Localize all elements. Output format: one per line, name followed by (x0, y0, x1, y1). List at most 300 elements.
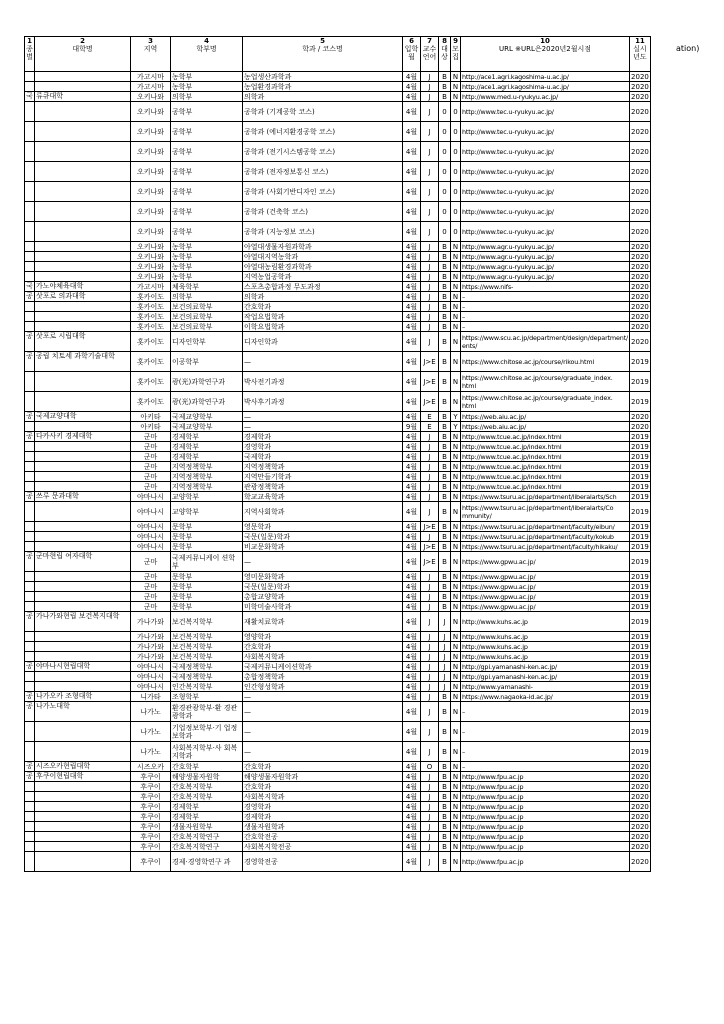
language-cell: J (421, 692, 439, 702)
department-cell: 사회복지학과 (243, 652, 403, 662)
table-row (25, 422, 651, 432)
faculty-cell: 보건의료학부 (171, 302, 243, 312)
year-cell: 2019 (630, 702, 651, 722)
url-cell[interactable]: https://www.tsuru.ac.jp/department/faculty/hikaku/ (461, 542, 630, 552)
region-cell: 후쿠이 (131, 792, 171, 802)
region-cell: 야마나시 (131, 502, 171, 522)
target-cell: B (439, 472, 451, 482)
target-cell: B (439, 522, 451, 532)
url-cell[interactable]: http://www.fpu.ac.jp (461, 832, 630, 842)
url-cell[interactable]: http://www.fpu.ac.jp (461, 802, 630, 812)
year-cell: 2019 (631, 632, 649, 641)
region-cell: 야마나시 (131, 682, 171, 692)
url-cell[interactable]: http://www.kuhs.ac.jp (461, 642, 630, 652)
language-cell: J (421, 482, 439, 492)
url-cell[interactable]: http://gpi.yamanashi-ken.ac.jp/ (461, 662, 630, 672)
faculty-cell: 경제학부 (171, 442, 243, 452)
intake-month-cell: 4월 (403, 482, 421, 492)
intake-month-cell: 4월 (403, 492, 421, 502)
university-cell (35, 452, 131, 462)
recruit-cell: N (451, 472, 461, 482)
column-header-2 (35, 37, 131, 72)
region-cell: 후쿠이 (131, 852, 171, 872)
language-cell: J (421, 742, 439, 762)
column-header-4 (171, 37, 243, 72)
region-cell: 니가타 (131, 692, 171, 702)
region-cell: 홋카이도 (131, 292, 171, 302)
language-cell: J (421, 492, 439, 502)
region-cell: 군마 (131, 602, 171, 612)
faculty-cell: 문학부 (171, 602, 243, 612)
type-cell (25, 852, 35, 872)
target-cell: 0 (439, 162, 451, 182)
intake-month-cell: 4월 (403, 662, 421, 672)
column-number: 7 (427, 37, 432, 45)
language-cell: J (421, 82, 439, 92)
faculty-cell: 보건의료학부 (171, 312, 243, 322)
university-cell: 공립 치토세 과학기술대학 (35, 352, 131, 372)
department-cell: 간호학과 (243, 642, 403, 652)
table-row (25, 642, 651, 652)
column-number: 5 (320, 37, 325, 45)
year-cell: 2019 (631, 522, 649, 531)
type-cell (25, 252, 35, 262)
region-cell: 군마 (131, 452, 171, 462)
region-cell: 군마 (131, 472, 171, 482)
url-cell[interactable]: https://www.tsuru.ac.jp/department/liberalarts/Co mmunity/ (461, 502, 630, 522)
target-cell: J (439, 682, 451, 692)
region-cell: 오키나와 (131, 242, 171, 252)
language-cell: J (421, 282, 439, 292)
university-cell: 다카사키 경제대학 (35, 432, 131, 442)
faculty-cell: 국제커뮤니케이 션학부 (171, 552, 243, 572)
table-row (25, 812, 651, 822)
url-cell[interactable]: http://www.tec.u-ryukyu.ac.jp/ (461, 102, 630, 122)
university-cell: 야마나시현립대학 (35, 662, 131, 672)
recruit-cell: N (451, 762, 461, 772)
url-cell[interactable]: https://www.gpwu.ac.jp/ (461, 552, 630, 572)
url-cell[interactable]: http://www.agr.u-ryukyu.ac.jp/ (461, 242, 630, 252)
url-cell[interactable]: http://ace1.agri.kagoshima-u.ac.jp/ (461, 72, 630, 82)
faculty-cell: 간호복지학부 (171, 782, 243, 792)
column-header-6 (403, 37, 421, 72)
faculty-cell: 국제정책학부 (171, 662, 243, 672)
university-cell: 시즈오카현립대학 (35, 762, 131, 772)
target-cell: B (439, 782, 451, 792)
type-cell (25, 672, 35, 682)
type-cell (25, 272, 35, 282)
recruit-cell: N (451, 282, 461, 292)
target-cell: B (439, 852, 451, 872)
url-cell[interactable]: http://www.fpu.ac.jp (461, 852, 630, 872)
university-cell (35, 242, 131, 252)
department-cell: 국문(일문)학과 (243, 532, 403, 542)
faculty-cell: 의학부 (171, 92, 243, 102)
recruit-cell: 0 (451, 142, 461, 162)
department-cell: — (243, 422, 403, 432)
university-cell (35, 792, 131, 802)
university-cell (35, 852, 131, 872)
table-row (25, 452, 651, 462)
url-cell[interactable]: http://www.tcue.ac.jp/index.html (461, 442, 630, 452)
url-cell[interactable]: https://www.gpwu.ac.jp/ (461, 602, 630, 612)
department-cell: — (243, 352, 403, 372)
url-cell[interactable]: http://gpi.yamanashi-ken.ac.jp/ (461, 672, 630, 682)
year-cell: 2019 (631, 492, 649, 501)
region-cell: 홋카이도 (131, 312, 171, 322)
column-label: 학과 / 코스명 (302, 45, 343, 53)
language-cell: J (421, 452, 439, 462)
year-cell: 2020 (631, 282, 649, 291)
year-cell: 2020 (631, 322, 649, 331)
target-cell: B (439, 592, 451, 602)
column-label: 지역 (143, 45, 158, 53)
type-cell (25, 442, 35, 452)
department-cell: 관광정책학과 (243, 482, 403, 492)
target-cell: B (439, 842, 451, 852)
column-header-8 (439, 37, 451, 72)
department-cell: 인간형성학과 (243, 682, 403, 692)
type-cell (25, 542, 35, 552)
type-cell: 공 (26, 412, 33, 420)
recruit-cell: N (451, 822, 461, 832)
recruit-cell: N (451, 272, 461, 282)
university-cell (35, 162, 131, 182)
url-cell[interactable]: http://www.agr.u-ryukyu.ac.jp/ (461, 272, 630, 282)
url-cell[interactable]: http://www.kuhs.ac.jp (461, 632, 630, 642)
type-cell (25, 592, 35, 602)
department-cell: 지역만들기학과 (243, 472, 403, 482)
table-row (25, 552, 651, 572)
region-cell: 홋카이도 (131, 322, 171, 332)
type-cell (25, 462, 35, 472)
language-cell: J (421, 662, 439, 672)
language-cell: J>E (421, 392, 439, 412)
recruit-cell: N (451, 452, 461, 462)
intake-month-cell: 4월 (403, 782, 421, 792)
region-cell: 후쿠이 (131, 772, 171, 782)
region-cell: 오키나와 (131, 122, 171, 142)
table-row (25, 312, 651, 322)
recruit-cell: N (451, 602, 461, 612)
department-cell: 이학요법학과 (243, 322, 403, 332)
table-row (25, 102, 651, 122)
column-number: 9 (453, 37, 458, 45)
url-cell[interactable]: https://web.aiu.ac.jp/ (461, 412, 630, 422)
university-cell (35, 742, 131, 762)
table-row (25, 82, 651, 92)
url-cell[interactable]: http://www.tcue.ac.jp/index.html (461, 472, 630, 482)
type-cell (25, 832, 35, 842)
faculty-cell: 지역정책학부 (171, 462, 243, 472)
url-cell[interactable]: https://www.gpwu.ac.jp/ (461, 582, 630, 592)
intake-month-cell: 4월 (403, 432, 421, 442)
type-cell (25, 522, 35, 532)
target-cell: 0 (439, 122, 451, 142)
region-cell: 가나가와 (131, 612, 171, 632)
year-cell: 2020 (631, 812, 649, 821)
type-cell (25, 792, 35, 802)
department-cell: 경영학전공 (243, 852, 403, 872)
recruit-cell: N (451, 642, 461, 652)
target-cell: B (439, 322, 451, 332)
university-program-table (24, 36, 651, 872)
faculty-cell: 사회복지학부·사 회복지학과 (171, 742, 243, 762)
faculty-cell: 국제교양학부 (171, 412, 243, 422)
recruit-cell: N (451, 252, 461, 262)
target-cell: B (439, 792, 451, 802)
url-cell[interactable]: http://www.yamanashi- (461, 682, 630, 692)
year-cell: 2020 (631, 802, 649, 811)
table-row (25, 412, 651, 422)
url-cell[interactable]: https://www.chitose.ac.jp/course/rikou.html (461, 352, 630, 372)
language-cell: J (421, 162, 439, 182)
url-cell[interactable]: https://www.chitose.ac.jp/course/graduate_index. html (461, 372, 630, 392)
target-cell: 0 (439, 102, 451, 122)
department-cell: 공학과 (기계공학 코스) (243, 102, 403, 122)
url-cell[interactable]: https://www.gpwu.ac.jp/ (461, 592, 630, 602)
year-cell: 2020 (630, 852, 651, 872)
year-cell: 2020 (630, 182, 651, 202)
language-cell: J (421, 182, 439, 202)
year-cell: 2019 (631, 682, 649, 691)
university-cell (35, 682, 131, 692)
url-cell[interactable]: http://www.kuhs.ac.jp (461, 652, 630, 662)
url-cell[interactable]: http://www.fpu.ac.jp (461, 842, 630, 852)
intake-month-cell: 4월 (403, 102, 421, 122)
recruit-cell: N (451, 662, 461, 672)
url-cell[interactable]: https://www.tsuru.ac.jp/department/liberalarts/Sch (461, 492, 630, 502)
department-cell: 간호학과 (243, 762, 403, 772)
url-cell[interactable]: http://www.kuhs.ac.jp (461, 612, 630, 632)
language-cell: J (421, 632, 439, 642)
faculty-cell: 보건복지학부 (171, 632, 243, 642)
url-cell[interactable]: http://www.fpu.ac.jp (461, 772, 630, 782)
intake-month-cell: 4월 (403, 672, 421, 682)
type-cell (25, 822, 35, 832)
table-row (25, 782, 651, 792)
url-cell[interactable]: https://web.aiu.ac.jp/ (461, 422, 630, 432)
language-cell: J (421, 432, 439, 442)
table-row (25, 772, 651, 782)
url-cell[interactable]: https://www.scu.ac.jp/department/design/department/ ents/ (462, 333, 629, 350)
university-cell (35, 72, 131, 82)
url-cell: – (461, 762, 630, 772)
university-cell: 류큐대학 (35, 92, 131, 102)
url-cell[interactable]: http://www.fpu.ac.jp (461, 782, 630, 792)
type-cell (25, 682, 35, 692)
column-number: 11 (635, 37, 645, 45)
language-cell: J (421, 782, 439, 792)
target-cell: B (439, 412, 451, 422)
year-cell: 2019 (631, 592, 649, 601)
faculty-cell: 공학부 (171, 222, 243, 242)
year-cell: 2019 (630, 742, 651, 762)
department-cell: — (243, 412, 403, 422)
url-cell[interactable]: https://www.nifs- (461, 282, 630, 292)
table-row (25, 242, 651, 252)
university-cell (35, 222, 131, 242)
department-cell: — (243, 722, 403, 742)
year-cell: 2020 (630, 162, 651, 182)
year-cell: 2020 (631, 92, 649, 101)
target-cell: B (439, 552, 451, 572)
intake-month-cell: 4월 (403, 722, 421, 742)
year-cell: 2019 (631, 602, 649, 611)
url-cell[interactable]: http://www.agr.u-ryukyu.ac.jp/ (461, 262, 630, 272)
language-cell: J (421, 142, 439, 162)
region-cell: 오키나와 (131, 102, 171, 122)
recruit-cell: N (451, 592, 461, 602)
column-number: 4 (204, 37, 209, 45)
table-row (25, 502, 651, 522)
intake-month-cell: 4월 (403, 682, 421, 692)
year-cell: 2020 (631, 272, 649, 281)
url-cell[interactable]: https://www.tsuru.ac.jp/department/faculty/eibun/ (461, 522, 630, 532)
region-cell: 후쿠이 (131, 812, 171, 822)
type-cell (25, 72, 35, 82)
language-cell: J (421, 202, 439, 222)
url-cell[interactable]: http://www.tec.u-ryukyu.ac.jp/ (461, 202, 630, 222)
column-number: 6 (409, 37, 414, 45)
url-cell[interactable]: http://www.tcue.ac.jp/index.html (461, 462, 630, 472)
target-cell: B (439, 492, 451, 502)
intake-month-cell: 4월 (403, 842, 421, 852)
type-cell (25, 372, 35, 392)
region-cell: 나가노 (131, 722, 171, 742)
table-row (25, 632, 651, 642)
department-cell: 영문학과 (243, 522, 403, 532)
url-cell: – (461, 322, 630, 332)
department-cell: 국제커뮤니케이션학과 (243, 662, 403, 672)
url-cell[interactable]: http://www.tec.u-ryukyu.ac.jp/ (461, 122, 630, 142)
region-cell: 군마 (131, 592, 171, 602)
intake-month-cell: 4월 (403, 182, 421, 202)
recruit-cell: N (451, 82, 461, 92)
type-cell (25, 572, 35, 582)
type-cell (25, 802, 35, 812)
intake-month-cell: 4월 (403, 822, 421, 832)
url-cell[interactable]: http://www.fpu.ac.jp (461, 792, 630, 802)
url-cell[interactable]: http://www.tcue.ac.jp/index.html (461, 482, 630, 492)
intake-month-cell: 4월 (403, 772, 421, 782)
faculty-cell: 문학부 (171, 542, 243, 552)
column-number: 2 (80, 37, 85, 45)
region-cell: 가나가와 (131, 632, 171, 642)
table-row (25, 442, 651, 452)
url-cell[interactable]: http://www.fpu.ac.jp (461, 812, 630, 822)
department-cell: 경영학과 (243, 802, 403, 812)
url-cell[interactable]: http://www.tec.u-ryukyu.ac.jp/ (461, 142, 630, 162)
language-cell: J (421, 792, 439, 802)
language-cell: J (421, 272, 439, 282)
type-cell (25, 182, 35, 202)
region-cell: 군마 (131, 482, 171, 492)
target-cell: J (439, 632, 451, 642)
department-cell: 경영학과 (243, 442, 403, 452)
type-cell: 공 (25, 552, 35, 572)
university-cell (35, 102, 131, 122)
year-cell: 2020 (631, 412, 649, 421)
university-cell (35, 832, 131, 842)
table-row (25, 92, 651, 102)
url-cell[interactable]: http://www.tcue.ac.jp/index.html (461, 432, 630, 442)
target-cell: B (439, 252, 451, 262)
department-cell: 경제학과 (243, 432, 403, 442)
target-cell: 0 (439, 142, 451, 162)
region-cell: 군마 (131, 582, 171, 592)
year-cell: 2020 (630, 202, 651, 222)
department-cell: 간호학과 (243, 782, 403, 792)
department-cell: 생물자원학과 (243, 822, 403, 832)
department-cell: 농업환경과학과 (243, 82, 403, 92)
url-cell[interactable]: https://www.nagaoka-id.ac.jp/ (461, 692, 630, 702)
region-cell: 야마나시 (131, 522, 171, 532)
intake-month-cell: 4월 (403, 352, 421, 372)
language-cell: J (421, 572, 439, 582)
url-cell[interactable]: https://www.tsuru.ac.jp/department/faculty/kokub (461, 532, 630, 542)
target-cell: 0 (439, 222, 451, 242)
faculty-cell: 문학부 (171, 582, 243, 592)
table-row (25, 702, 651, 722)
url-cell[interactable]: http://www.tcue.ac.jp/index.html (461, 452, 630, 462)
url-cell[interactable]: http://www.tec.u-ryukyu.ac.jp/ (461, 182, 630, 202)
intake-month-cell: 4월 (403, 632, 421, 642)
region-cell: 군마 (131, 442, 171, 452)
column-label: 모집 (452, 45, 459, 61)
language-cell: J (421, 462, 439, 472)
url-cell[interactable]: http://www.tec.u-ryukyu.ac.jp/ (461, 162, 630, 182)
url-cell: – (461, 742, 630, 762)
language-cell: J>E (421, 552, 439, 572)
table-row (25, 462, 651, 472)
department-cell: 공학과 (전기시스템공학 코스) (243, 142, 403, 162)
url-cell[interactable]: http://www.agr.u-ryukyu.ac.jp/ (461, 252, 630, 262)
type-cell (25, 312, 35, 322)
region-cell: 오키나와 (131, 182, 171, 202)
table-row (25, 602, 651, 612)
faculty-cell: 인간복지학부 (171, 682, 243, 692)
column-label: 대상 (441, 45, 448, 61)
university-cell: 가나가와현립 보건복지대학 (35, 612, 131, 632)
table-row (25, 272, 651, 282)
faculty-cell: 의학부 (171, 292, 243, 302)
department-cell: 간호학과 (243, 302, 403, 312)
region-cell: 가나가와 (131, 642, 171, 652)
type-cell (25, 142, 35, 162)
recruit-cell: Y (451, 422, 461, 432)
department-cell: 지역정책학과 (243, 462, 403, 472)
url-cell[interactable]: https://www.gpwu.ac.jp/ (461, 572, 630, 582)
url-cell[interactable]: http://www.med.u-ryukyu.ac.jp/ (461, 92, 630, 102)
faculty-cell: 지역정책학부 (171, 482, 243, 492)
url-cell: – (461, 312, 630, 322)
target-cell: J (439, 662, 451, 672)
url-cell[interactable]: http://www.fpu.ac.jp (461, 822, 630, 832)
faculty-cell: 간호학부 (171, 762, 243, 772)
url-cell[interactable]: https://www.chitose.ac.jp/course/graduate_index. html (461, 392, 630, 412)
intake-month-cell: 4월 (403, 282, 421, 292)
target-cell: J (439, 642, 451, 652)
recruit-cell: N (451, 842, 461, 852)
recruit-cell: N (451, 812, 461, 822)
url-cell[interactable]: http://www.tec.u-ryukyu.ac.jp/ (461, 222, 630, 242)
type-cell: 공 (25, 352, 35, 372)
url-cell[interactable]: http://ace1.agri.kagoshima-u.ac.jp/ (461, 82, 630, 92)
table-row (25, 742, 651, 762)
department-cell: 국제학과 (243, 452, 403, 462)
language-cell: J (421, 652, 439, 662)
